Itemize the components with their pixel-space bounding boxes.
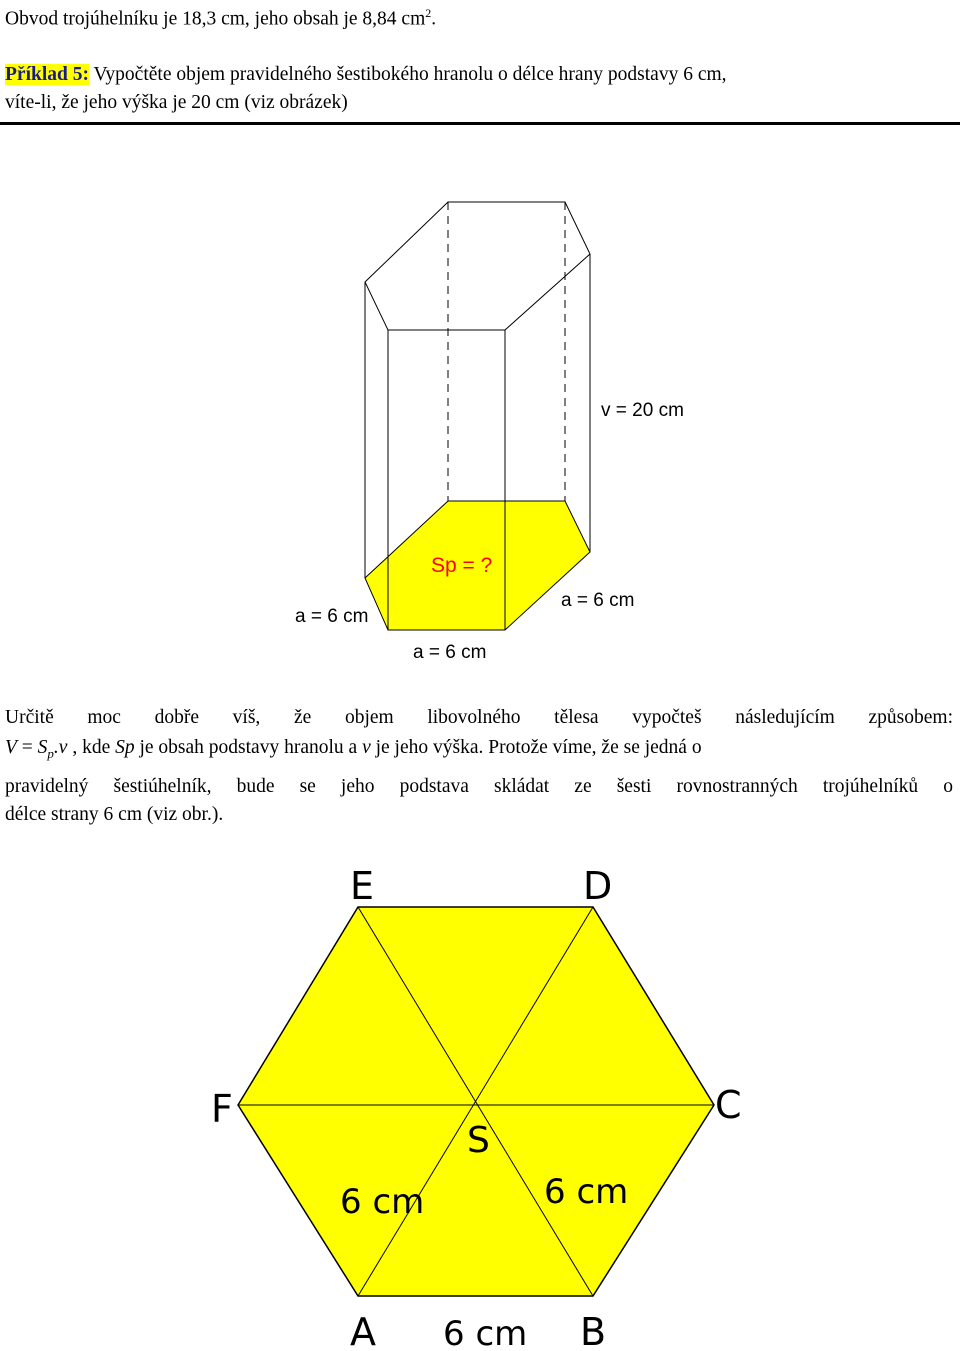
vertex-label-A: A — [350, 1310, 376, 1351]
formula-S: S — [37, 737, 48, 758]
paragraph-line1 — [5, 707, 953, 729]
formula-eq: = — [21, 737, 33, 758]
formula-sub: p — [47, 745, 54, 761]
example-text-1: Vypočtěte objem pravidelného šestibokého hranolu o délce hrany podstavy 6 cm, — [93, 64, 727, 85]
horizontal-rule — [0, 122, 960, 125]
paragraph-line3 — [5, 776, 953, 798]
formula-v: .v — [53, 737, 68, 758]
side-label-bottom: 6 cm — [443, 1314, 528, 1351]
paragraph-text-3: pravidelný šestiúhelník, bude se jeho podstava skládat ze šesti rovnostranných trojúhelníků o — [5, 776, 953, 797]
prism-base-area-label: Sp = ? — [431, 554, 493, 577]
vertex-label-C: C — [715, 1083, 742, 1127]
example-line1 — [5, 64, 727, 86]
example-text-2: víte-li, že jeho výška je 20 cm (viz obrázek) — [5, 92, 348, 113]
formula-V: V — [5, 737, 17, 758]
paragraph-line2 — [5, 737, 702, 762]
prism-figure — [0, 180, 960, 680]
vertex-label-E: E — [350, 864, 375, 908]
side-label-left: 6 cm — [340, 1182, 425, 1222]
prism-top — [365, 202, 590, 330]
intro-text: Obvod trojúhelníku je 18,3 cm, jeho obsah je 8,84 cm — [5, 8, 426, 30]
intro-end: . — [431, 8, 437, 30]
prism-edge-label-left: a = 6 cm — [295, 606, 369, 627]
paragraph-text-2b: je obsah podstavy hranolu a — [139, 737, 358, 758]
paragraph-text-1: Určitě moc dobře víš, že objem libovolného tělesa vypočteš následujícím způsobem: — [5, 707, 953, 728]
prism-edge-label-bottom: a = 6 cm — [413, 642, 487, 663]
paragraph-text-4: délce strany 6 cm (viz obr.). — [5, 804, 224, 825]
hexagon-figure — [0, 860, 960, 1351]
prism-edge-label-right: a = 6 cm — [561, 590, 635, 611]
prism-height-label: v = 20 cm — [601, 400, 684, 421]
side-label-right: 6 cm — [544, 1172, 629, 1212]
paragraph-Sp: Sp — [115, 737, 135, 758]
paragraph-v: v — [362, 737, 371, 758]
center-label-S: S — [467, 1120, 490, 1161]
intro-line — [5, 6, 436, 31]
paragraph-text-2a: , kde — [72, 737, 111, 758]
paragraph-text-2c: je jeho výška. Protože víme, že se jedná o — [375, 737, 702, 758]
intro-sup: 2 — [425, 6, 432, 20]
example-label: Příklad 5: — [5, 64, 89, 85]
example-line2 — [5, 92, 348, 114]
vertex-label-F: F — [211, 1087, 233, 1131]
paragraph-line4 — [5, 804, 223, 826]
vertex-label-B: B — [580, 1310, 607, 1351]
vertex-label-D: D — [583, 864, 613, 908]
